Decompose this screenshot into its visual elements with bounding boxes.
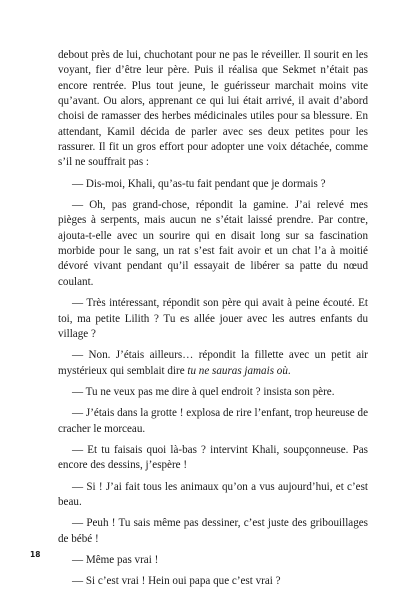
paragraph: — Dis-moi, Khali, qu’as-tu fait pendant que je dormais ? xyxy=(72,177,326,190)
paragraph: — Si ! J’ai fait tous les animaux qu’on a vus aujourd’hui, et c’est beau. xyxy=(58,480,368,508)
paragraph xyxy=(58,348,368,379)
paragraph: — Peuh ! Tu sais même pas dessiner, c’est juste des gribouillages de bébé ! xyxy=(58,517,368,545)
body-text xyxy=(58,48,368,590)
paragraph: — Très intéressant, répondit son père qui avait à peine écouté. Et toi, ma petite Lilith ? Tu es allée jouer avec les autres enfants du village ? xyxy=(58,297,368,340)
paragraph: — J’étais dans la grotte ! explosa de rire l’enfant, trop heureuse de cracher le morceau. xyxy=(58,407,368,435)
paragraph-text: — Non. J’étais ailleurs… répondit la fillette avec un petit air mystérieux qui semblait dire xyxy=(58,349,368,377)
paragraph: debout près de lui, chuchotant pour ne pas le réveiller. Il sourit en les voyant, fier d’être leur père. Puis il réalisa que Sekmet n’était pas encore rentrée. Plus tout jeune, le guérisseur marchait moins vite qu’avant. Ou alors, apprenant ce qui lui était arrivé, il avait d’abord choisi de ramasser des herbes médicinales utiles pour sa blessure. En attendant, Kamil décida de parler avec ses deux petites pour les rassurer. Il fit un gros effort pour adopter une voix détachée, comme s’il ne souffrait pas : xyxy=(58,49,368,169)
paragraph: — Oh, pas grand-chose, répondit la gamine. J’ai relevé mes pièges à serpents, mais aucun ne s’était laissé prendre. Par contre, ajouta-t-elle avec un sourire qui en disait long sur sa fascination morbide pour le sang, un rat s’est fait avoir et un chat l’a à moitié dévoré vivant pendant qu’il essayait de libérer sa patte du nœud coulant. xyxy=(58,199,368,288)
paragraph-text: . xyxy=(287,364,291,377)
paragraph: — Tu ne veux pas me dire à quel endroit ? insista son père. xyxy=(72,385,335,398)
paragraph: — Même pas vrai ! xyxy=(72,553,159,566)
page-number: 18 xyxy=(30,550,41,559)
paragraph: — Si c’est vrai ! Hein oui papa que c’est vrai ? xyxy=(72,575,281,588)
italic-phrase: tu ne sauras jamais où xyxy=(187,364,288,377)
paragraph: — Et tu faisais quoi là-bas ? intervint Khali, soupçonneuse. Pas encore des dessins, j’espère ! xyxy=(58,443,368,472)
